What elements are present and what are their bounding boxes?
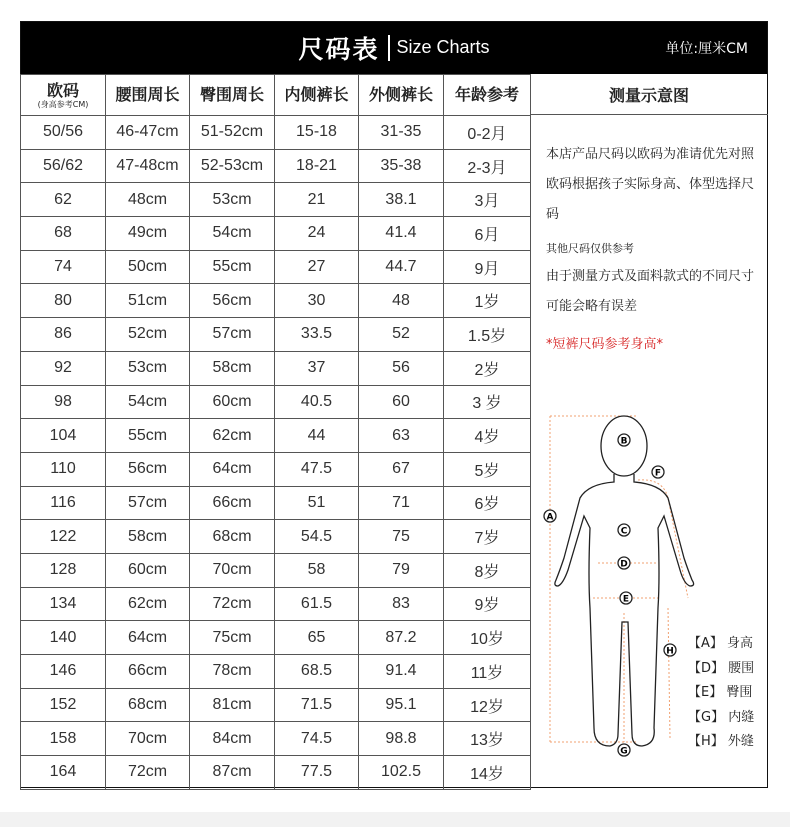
cell-eu-size: 56/62	[21, 149, 106, 183]
cell-inseam: 71.5	[275, 688, 359, 722]
cell-inseam: 65	[275, 621, 359, 655]
cell-outseam: 71	[359, 486, 444, 520]
cell-inseam: 58	[275, 553, 359, 587]
cell-eu-size: 50/56	[21, 116, 106, 150]
marker-label: A	[546, 512, 554, 523]
cell-hip: 55cm	[190, 250, 275, 284]
cell-eu-size: 164	[21, 756, 106, 790]
cell-outseam: 63	[359, 419, 444, 453]
cell-waist: 47-48cm	[106, 149, 190, 183]
cell-age: 13岁	[444, 722, 531, 756]
cell-hip: 81cm	[190, 688, 275, 722]
cell-hip: 56cm	[190, 284, 275, 318]
legend-item-inseam: 【G】 内缝	[688, 709, 755, 725]
marker-label: E	[622, 594, 630, 605]
cell-waist: 72cm	[106, 756, 190, 790]
outseam-guide-line	[668, 608, 670, 738]
notes-panel	[546, 140, 756, 360]
cell-age: 2-3月	[444, 149, 531, 183]
table-row	[21, 149, 531, 183]
cell-eu-size: 110	[21, 452, 106, 486]
cell-eu-size: 134	[21, 587, 106, 621]
table-row	[21, 419, 531, 453]
cell-age: 11岁	[444, 655, 531, 689]
cell-inseam: 61.5	[275, 587, 359, 621]
size-table	[20, 74, 531, 790]
cell-inseam: 68.5	[275, 655, 359, 689]
marker-label: G	[620, 746, 628, 757]
cell-waist: 60cm	[106, 553, 190, 587]
cell-eu-size: 98	[21, 385, 106, 419]
cell-outseam: 102.5	[359, 756, 444, 790]
header-eu-size: 欧码 (身高参考CM)	[21, 75, 106, 116]
cell-outseam: 38.1	[359, 183, 444, 217]
legend-item-hip: 【E】 臀围	[688, 685, 753, 700]
cell-eu-size: 152	[21, 688, 106, 722]
cell-inseam: 77.5	[275, 756, 359, 790]
marker-e	[620, 592, 632, 605]
cell-waist: 64cm	[106, 621, 190, 655]
cell-outseam: 31-35	[359, 116, 444, 150]
cell-age: 3月	[444, 183, 531, 217]
table-row	[21, 756, 531, 790]
cell-waist: 58cm	[106, 520, 190, 554]
cell-waist: 54cm	[106, 385, 190, 419]
cell-waist: 48cm	[106, 183, 190, 217]
cell-inseam: 24	[275, 217, 359, 251]
marker-g	[618, 744, 630, 757]
cell-age: 4岁	[444, 419, 531, 453]
cell-waist: 46-47cm	[106, 116, 190, 150]
cell-age: 3 岁	[444, 385, 531, 419]
table-row	[21, 722, 531, 756]
header-inseam: 内侧裤长	[275, 75, 359, 116]
cell-eu-size: 92	[21, 351, 106, 385]
cell-age: 5岁	[444, 452, 531, 486]
table-header-row	[21, 75, 531, 116]
note-shorts: *短裤尺码参考身高*	[546, 337, 664, 352]
cell-age: 1.5岁	[444, 318, 531, 352]
page-subtitle: Size Charts	[396, 37, 490, 57]
legend-item-height: 【A】 身高	[688, 636, 754, 651]
cell-inseam: 15-18	[275, 116, 359, 150]
cell-age: 7岁	[444, 520, 531, 554]
table-row	[21, 351, 531, 385]
legend-item-outseam: 【H】 外缝	[688, 734, 754, 749]
cell-age: 14岁	[444, 756, 531, 790]
table-row	[21, 217, 531, 251]
cell-inseam: 33.5	[275, 318, 359, 352]
bottom-strip	[0, 812, 790, 827]
cell-eu-size: 104	[21, 419, 106, 453]
cell-inseam: 44	[275, 419, 359, 453]
cell-hip: 84cm	[190, 722, 275, 756]
cell-inseam: 54.5	[275, 520, 359, 554]
cell-outseam: 67	[359, 452, 444, 486]
cell-age: 12岁	[444, 688, 531, 722]
cell-inseam: 37	[275, 351, 359, 385]
table-row	[21, 486, 531, 520]
cell-inseam: 74.5	[275, 722, 359, 756]
cell-outseam: 83	[359, 587, 444, 621]
cell-hip: 70cm	[190, 553, 275, 587]
marker-label: C	[620, 526, 628, 537]
cell-hip: 54cm	[190, 217, 275, 251]
cell-eu-size: 158	[21, 722, 106, 756]
cell-eu-size: 122	[21, 520, 106, 554]
cell-outseam: 35-38	[359, 149, 444, 183]
cell-hip: 87cm	[190, 756, 275, 790]
cell-waist: 66cm	[106, 655, 190, 689]
cell-waist: 53cm	[106, 351, 190, 385]
cell-outseam: 52	[359, 318, 444, 352]
table-row	[21, 183, 531, 217]
cell-hip: 78cm	[190, 655, 275, 689]
cell-eu-size: 68	[21, 217, 106, 251]
cell-hip: 57cm	[190, 318, 275, 352]
cell-waist: 52cm	[106, 318, 190, 352]
cell-age: 2岁	[444, 351, 531, 385]
cell-inseam: 18-21	[275, 149, 359, 183]
cell-inseam: 47.5	[275, 452, 359, 486]
cell-eu-size: 140	[21, 621, 106, 655]
cell-eu-size: 62	[21, 183, 106, 217]
header-hip: 臀围周长	[190, 75, 275, 116]
cell-hip: 60cm	[190, 385, 275, 419]
body-outline	[555, 416, 694, 746]
cell-waist: 55cm	[106, 419, 190, 453]
cell-eu-size: 116	[21, 486, 106, 520]
cell-outseam: 56	[359, 351, 444, 385]
cell-eu-size: 86	[21, 318, 106, 352]
header-waist: 腰围周长	[106, 75, 190, 116]
cell-outseam: 95.1	[359, 688, 444, 722]
page-title: 尺码表	[298, 34, 380, 64]
cell-outseam: 75	[359, 520, 444, 554]
cell-waist: 68cm	[106, 688, 190, 722]
cell-age: 0-2月	[444, 116, 531, 150]
measure-heading: 测量示意图	[530, 74, 768, 115]
cell-waist: 50cm	[106, 250, 190, 284]
cell-eu-size: 146	[21, 655, 106, 689]
table-row	[21, 553, 531, 587]
cell-eu-size: 80	[21, 284, 106, 318]
cell-outseam: 91.4	[359, 655, 444, 689]
cell-outseam: 48	[359, 284, 444, 318]
marker-h	[664, 644, 676, 657]
cell-hip: 75cm	[190, 621, 275, 655]
cell-waist: 70cm	[106, 722, 190, 756]
table-row	[21, 520, 531, 554]
cell-hip: 53cm	[190, 183, 275, 217]
cell-inseam: 40.5	[275, 385, 359, 419]
table-row	[21, 284, 531, 318]
cell-age: 9岁	[444, 587, 531, 621]
note-other-sizes: 其他尺码仅供参考	[546, 242, 634, 255]
cell-eu-size: 128	[21, 553, 106, 587]
table-row	[21, 318, 531, 352]
cell-hip: 64cm	[190, 452, 275, 486]
marker-label: D	[620, 559, 628, 570]
sleeve-guide-line	[638, 480, 688, 598]
cell-age: 10岁	[444, 621, 531, 655]
marker-d	[618, 557, 630, 570]
cell-outseam: 87.2	[359, 621, 444, 655]
marker-a	[544, 510, 556, 523]
table-row	[21, 621, 531, 655]
marker-label: B	[620, 436, 628, 447]
cell-outseam: 44.7	[359, 250, 444, 284]
cell-inseam: 27	[275, 250, 359, 284]
note-tolerance: 由于测量方式及面料款式的不同尺寸可能会略有误差	[546, 269, 755, 314]
cell-hip: 51-52cm	[190, 116, 275, 150]
header-age: 年龄参考	[444, 75, 531, 116]
table-row	[21, 452, 531, 486]
table-row	[21, 587, 531, 621]
cell-waist: 56cm	[106, 452, 190, 486]
cell-inseam: 30	[275, 284, 359, 318]
header-outseam: 外侧裤长	[359, 75, 444, 116]
cell-age: 8岁	[444, 553, 531, 587]
cell-hip: 58cm	[190, 351, 275, 385]
cell-outseam: 79	[359, 553, 444, 587]
cell-waist: 49cm	[106, 217, 190, 251]
legend-item-waist: 【D】 腰围	[688, 660, 755, 676]
cell-eu-size: 74	[21, 250, 106, 284]
table-row	[21, 655, 531, 689]
table-row	[21, 385, 531, 419]
marker-c	[618, 524, 630, 537]
cell-waist: 51cm	[106, 284, 190, 318]
cell-age: 6岁	[444, 486, 531, 520]
marker-f	[652, 466, 664, 479]
cell-inseam: 51	[275, 486, 359, 520]
cell-hip: 68cm	[190, 520, 275, 554]
marker-label: H	[666, 646, 674, 657]
cell-inseam: 21	[275, 183, 359, 217]
cell-waist: 57cm	[106, 486, 190, 520]
cell-hip: 66cm	[190, 486, 275, 520]
cell-waist: 62cm	[106, 587, 190, 621]
table-row	[21, 116, 531, 150]
cell-outseam: 60	[359, 385, 444, 419]
cell-age: 9月	[444, 250, 531, 284]
cell-hip: 72cm	[190, 587, 275, 621]
table-row	[21, 250, 531, 284]
cell-outseam: 98.8	[359, 722, 444, 756]
table-row	[21, 688, 531, 722]
marker-b	[618, 434, 630, 447]
unit-label: 单位:厘米CM	[665, 40, 748, 57]
cell-hip: 52-53cm	[190, 149, 275, 183]
marker-label: F	[654, 468, 662, 479]
cell-hip: 62cm	[190, 419, 275, 453]
note-size-guide: 本店产品尺码以欧码为准请优先对照欧码根据孩子实际身高、体型选择尺码	[546, 147, 755, 222]
cell-age: 6月	[444, 217, 531, 251]
cell-age: 1岁	[444, 284, 531, 318]
cell-outseam: 41.4	[359, 217, 444, 251]
legend	[688, 632, 754, 755]
